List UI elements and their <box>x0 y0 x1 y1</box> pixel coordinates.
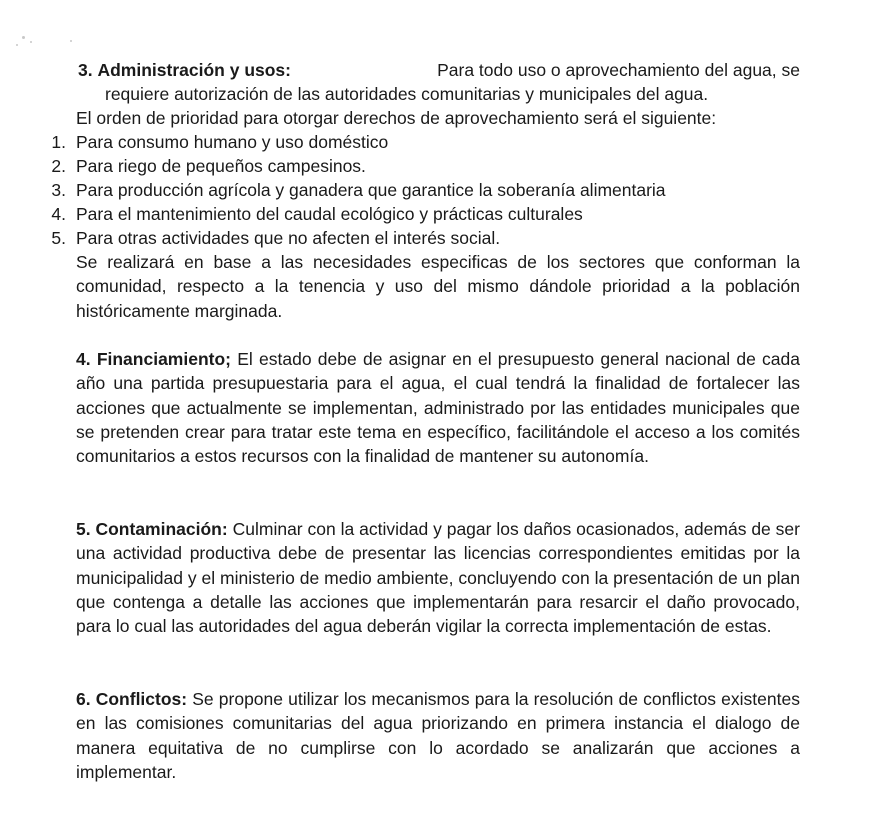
list-item-text: Para el mantenimiento del caudal ecológico y prácticas culturales <box>76 204 583 224</box>
list-item-number: 3. <box>51 180 66 200</box>
section4-paragraph <box>76 347 800 468</box>
section6-paragraph <box>76 687 800 784</box>
priority-intro: El orden de prioridad para otorgar derechos de aprovechamiento será el siguiente: <box>76 108 717 128</box>
list-item-number: 5. <box>51 228 66 248</box>
section3-heading: Administración y usos: <box>97 60 291 80</box>
list-item-text: Para producción agrícola y ganadera que garantice la soberanía alimentaria <box>76 180 666 200</box>
list-item-number: 1. <box>51 132 66 152</box>
list-item-number: 4. <box>51 204 66 224</box>
section3-text-line2: requiere autorización de las autoridades comunitarias y municipales del agua. <box>105 84 709 104</box>
list-item-text: Para riego de pequeños campesinos. <box>76 156 366 176</box>
scan-speck <box>22 36 25 39</box>
list-item-number: 2. <box>51 156 66 176</box>
scan-speck <box>30 41 32 43</box>
section3-first-line <box>78 58 800 82</box>
scan-speck <box>16 44 18 46</box>
section3-number: 3. <box>78 60 93 80</box>
section4-heading: 4. Financiamiento; <box>76 349 232 369</box>
section5-text: Culminar con la actividad y pagar los daños ocasionados, además de ser una actividad productiva debe de presentar las licencias correspondientes emitidas por la municipalidad y el ministerio de medio ambiente, concluyendo con la presentación de un plan que contenga a detalle las acciones que implementarán para resarcir el daño provocado, para lo cual las autoridades del agua deberán vigilar la correcta implementación de estas. <box>76 519 800 637</box>
section4-text: El estado debe de asignar en el presupuesto general nacional de cada año una partida presupuestaria para el agua, el cual tendrá la finalidad de fortalecer las acciones que actualmente se implementan, administrado por las entidades municipales que se pretenden crear para tratar este tema en específico, facilitándole el acceso a los comités comunitarios a estos recursos con la finalidad de mantener su autonomía. <box>76 349 801 467</box>
section3-closing: Se realizará en base a las necesidades especificas de los sectores que conforman la comunidad, respecto a la tenencia y uso del mismo dándole prioridad a la población históricamente marginada. <box>76 252 800 321</box>
section5-heading: 5. Contaminación: <box>76 519 228 539</box>
list-item-text: Para consumo humano y uso doméstico <box>76 132 389 152</box>
section6-text: Se propone utilizar los mecanismos para la resolución de conflictos existentes en las comisiones comunitarias del agua priorizando en primera instancia el dialogo de manera equitativa de no cumplirse con lo acordado se analizarán que acciones a implementar. <box>76 689 800 782</box>
scan-speck <box>70 40 72 42</box>
section6-heading: 6. Conflictos: <box>76 689 188 709</box>
section3-text-line1: Para todo uso o aprovechamiento del agua, se <box>437 60 800 80</box>
section5-paragraph <box>76 517 800 638</box>
list-item-text: Para otras actividades que no afecten el interés social. <box>76 228 501 248</box>
